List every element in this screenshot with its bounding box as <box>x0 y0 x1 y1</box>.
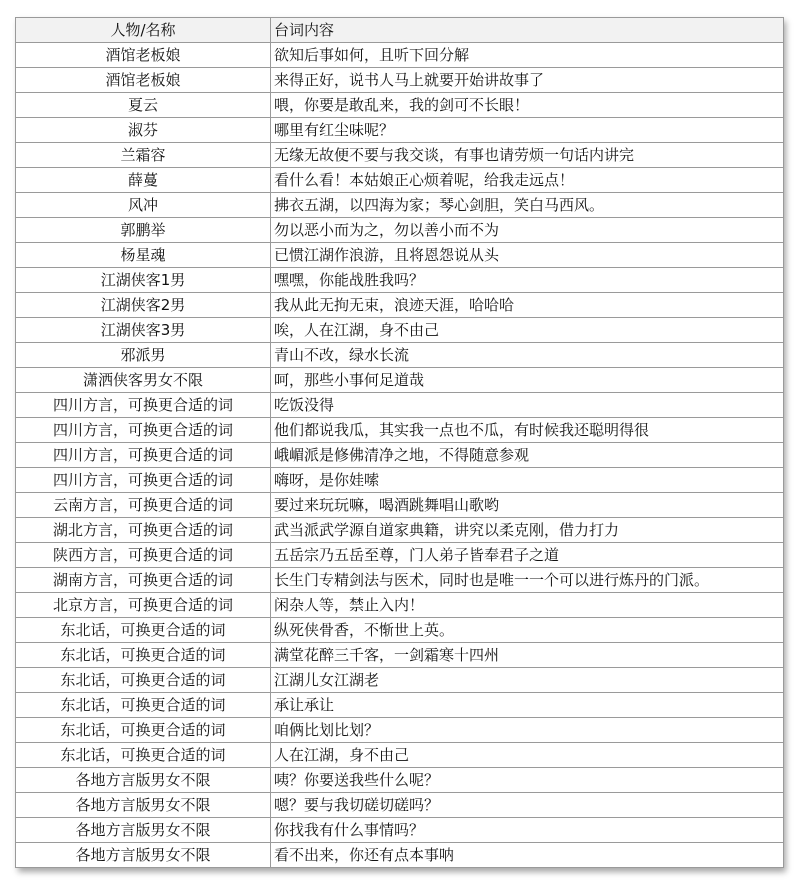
table-row <box>16 818 784 843</box>
dialogue-line-cell[interactable]: 嘿嘿，你能战胜我吗？ <box>271 268 784 293</box>
table-row <box>16 93 784 118</box>
dialogue-line-cell[interactable]: 满堂花醉三千客，一剑霜寒十四州 <box>271 643 784 668</box>
dialogue-line-cell[interactable]: 闲杂人等，禁止入内！ <box>271 593 784 618</box>
character-name-cell[interactable]: 湖北方言，可换更合适的词 <box>16 518 271 543</box>
table-row <box>16 243 784 268</box>
table-row <box>16 843 784 868</box>
dialogue-line-cell[interactable]: 峨嵋派是修佛清净之地，不得随意参观 <box>271 443 784 468</box>
character-name-cell[interactable]: 北京方言，可换更合适的词 <box>16 593 271 618</box>
dialogue-line-cell[interactable]: 你找我有什么事情吗？ <box>271 818 784 843</box>
dialogue-line-cell[interactable]: 武当派武学源自道家典籍，讲究以柔克刚，借力打力 <box>271 518 784 543</box>
table-row <box>16 293 784 318</box>
table-row <box>16 668 784 693</box>
dialogue-line-cell[interactable]: 五岳宗乃五岳至尊，门人弟子皆奉君子之道 <box>271 543 784 568</box>
dialogue-line-cell[interactable]: 哪里有红尘味呢？ <box>271 118 784 143</box>
table-row <box>16 743 784 768</box>
table-row <box>16 218 784 243</box>
dialogue-line-cell[interactable]: 拂衣五湖，以四海为家；琴心剑胆，笑白马西风。 <box>271 193 784 218</box>
table-row <box>16 118 784 143</box>
dialogue-line-cell[interactable]: 咦？你要送我些什么呢？ <box>271 768 784 793</box>
table-row <box>16 543 784 568</box>
dialogue-line-cell[interactable]: 欲知后事如何，且听下回分解 <box>271 43 784 68</box>
character-name-cell[interactable]: 邪派男 <box>16 343 271 368</box>
character-name-cell[interactable]: 东北话，可换更合适的词 <box>16 668 271 693</box>
table-row <box>16 793 784 818</box>
column-header-line[interactable]: 台词内容 <box>271 18 784 43</box>
dialogue-line-cell[interactable]: 来得正好，说书人马上就要开始讲故事了 <box>271 68 784 93</box>
dialogue-line-cell[interactable]: 他们都说我瓜，其实我一点也不瓜，有时候我还聪明得很 <box>271 418 784 443</box>
character-name-cell[interactable]: 各地方言版男女不限 <box>16 843 271 868</box>
dialogue-line-cell[interactable]: 吃饭没得 <box>271 393 784 418</box>
table-row <box>16 268 784 293</box>
dialogue-line-cell[interactable]: 咱俩比划比划？ <box>271 718 784 743</box>
character-name-cell[interactable]: 江湖侠客3男 <box>16 318 271 343</box>
table-row <box>16 768 784 793</box>
character-name-cell[interactable]: 各地方言版男女不限 <box>16 818 271 843</box>
dialogue-line-cell[interactable]: 人在江湖，身不由己 <box>271 743 784 768</box>
character-name-cell[interactable]: 云南方言，可换更合适的词 <box>16 493 271 518</box>
table-row <box>16 593 784 618</box>
table-row <box>16 493 784 518</box>
dialogue-line-cell[interactable]: 承让承让 <box>271 693 784 718</box>
dialogue-line-cell[interactable]: 江湖儿女江湖老 <box>271 668 784 693</box>
dialogue-line-cell[interactable]: 嗨呀，是你娃嗦 <box>271 468 784 493</box>
dialogue-line-cell[interactable]: 勿以恶小而为之，勿以善小而不为 <box>271 218 784 243</box>
dialogue-line-cell[interactable]: 嗯？要与我切磋切磋吗？ <box>271 793 784 818</box>
character-name-cell[interactable]: 东北话，可换更合适的词 <box>16 618 271 643</box>
character-name-cell[interactable]: 东北话，可换更合适的词 <box>16 643 271 668</box>
character-name-cell[interactable]: 四川方言，可换更合适的词 <box>16 418 271 443</box>
table-row <box>16 568 784 593</box>
dialogue-table <box>15 17 784 868</box>
dialogue-line-cell[interactable]: 长生门专精剑法与医术，同时也是唯一一个可以进行炼丹的门派。 <box>271 568 784 593</box>
character-name-cell[interactable]: 东北话，可换更合适的词 <box>16 718 271 743</box>
character-name-cell[interactable]: 夏云 <box>16 93 271 118</box>
character-name-cell[interactable]: 酒馆老板娘 <box>16 43 271 68</box>
table-row <box>16 718 784 743</box>
dialogue-line-cell[interactable]: 看不出来，你还有点本事呐 <box>271 843 784 868</box>
table-row <box>16 468 784 493</box>
character-name-cell[interactable]: 风冲 <box>16 193 271 218</box>
character-name-cell[interactable]: 四川方言，可换更合适的词 <box>16 468 271 493</box>
dialogue-line-cell[interactable]: 看什么看！本姑娘正心烦着呢，给我走远点！ <box>271 168 784 193</box>
dialogue-line-cell[interactable]: 我从此无拘无束，浪迹天涯，哈哈哈 <box>271 293 784 318</box>
table-row <box>16 68 784 93</box>
dialogue-line-cell[interactable]: 青山不改，绿水长流 <box>271 343 784 368</box>
table-row <box>16 318 784 343</box>
table-row <box>16 393 784 418</box>
column-header-name[interactable]: 人物/名称 <box>16 18 271 43</box>
table-row <box>16 143 784 168</box>
table-row <box>16 418 784 443</box>
character-name-cell[interactable]: 兰霜容 <box>16 143 271 168</box>
table-row <box>16 43 784 68</box>
character-name-cell[interactable]: 东北话，可换更合适的词 <box>16 693 271 718</box>
table-row <box>16 518 784 543</box>
character-name-cell[interactable]: 江湖侠客1男 <box>16 268 271 293</box>
table-row <box>16 368 784 393</box>
header-row <box>16 18 784 43</box>
table-row <box>16 618 784 643</box>
spreadsheet <box>15 17 783 868</box>
character-name-cell[interactable]: 杨星魂 <box>16 243 271 268</box>
character-name-cell[interactable]: 东北话，可换更合适的词 <box>16 743 271 768</box>
dialogue-line-cell[interactable]: 呵，那些小事何足道哉 <box>271 368 784 393</box>
character-name-cell[interactable]: 湖南方言，可换更合适的词 <box>16 568 271 593</box>
table-row <box>16 643 784 668</box>
dialogue-line-cell[interactable]: 喂，你要是敢乱来，我的剑可不长眼！ <box>271 93 784 118</box>
character-name-cell[interactable]: 四川方言，可换更合适的词 <box>16 443 271 468</box>
table-row <box>16 193 784 218</box>
table-row <box>16 168 784 193</box>
dialogue-line-cell[interactable]: 纵死侠骨香，不惭世上英。 <box>271 618 784 643</box>
dialogue-line-cell[interactable]: 无缘无故便不要与我交谈，有事也请劳烦一句话内讲完 <box>271 143 784 168</box>
character-name-cell[interactable]: 各地方言版男女不限 <box>16 793 271 818</box>
table-row <box>16 343 784 368</box>
dialogue-line-cell[interactable]: 已惯江湖作浪游，且将恩怨说从头 <box>271 243 784 268</box>
character-name-cell[interactable]: 江湖侠客2男 <box>16 293 271 318</box>
table-row <box>16 693 784 718</box>
character-name-cell[interactable]: 潇洒侠客男女不限 <box>16 368 271 393</box>
character-name-cell[interactable]: 四川方言，可换更合适的词 <box>16 393 271 418</box>
dialogue-line-cell[interactable]: 唉，人在江湖，身不由己 <box>271 318 784 343</box>
character-name-cell[interactable]: 各地方言版男女不限 <box>16 768 271 793</box>
table-row <box>16 443 784 468</box>
character-name-cell[interactable]: 酒馆老板娘 <box>16 68 271 93</box>
character-name-cell[interactable]: 淑芬 <box>16 118 271 143</box>
character-name-cell[interactable]: 薛蔓 <box>16 168 271 193</box>
character-name-cell[interactable]: 陕西方言，可换更合适的词 <box>16 543 271 568</box>
character-name-cell[interactable]: 郭鹏举 <box>16 218 271 243</box>
dialogue-line-cell[interactable]: 要过来玩玩嘛，喝酒跳舞唱山歌哟 <box>271 493 784 518</box>
